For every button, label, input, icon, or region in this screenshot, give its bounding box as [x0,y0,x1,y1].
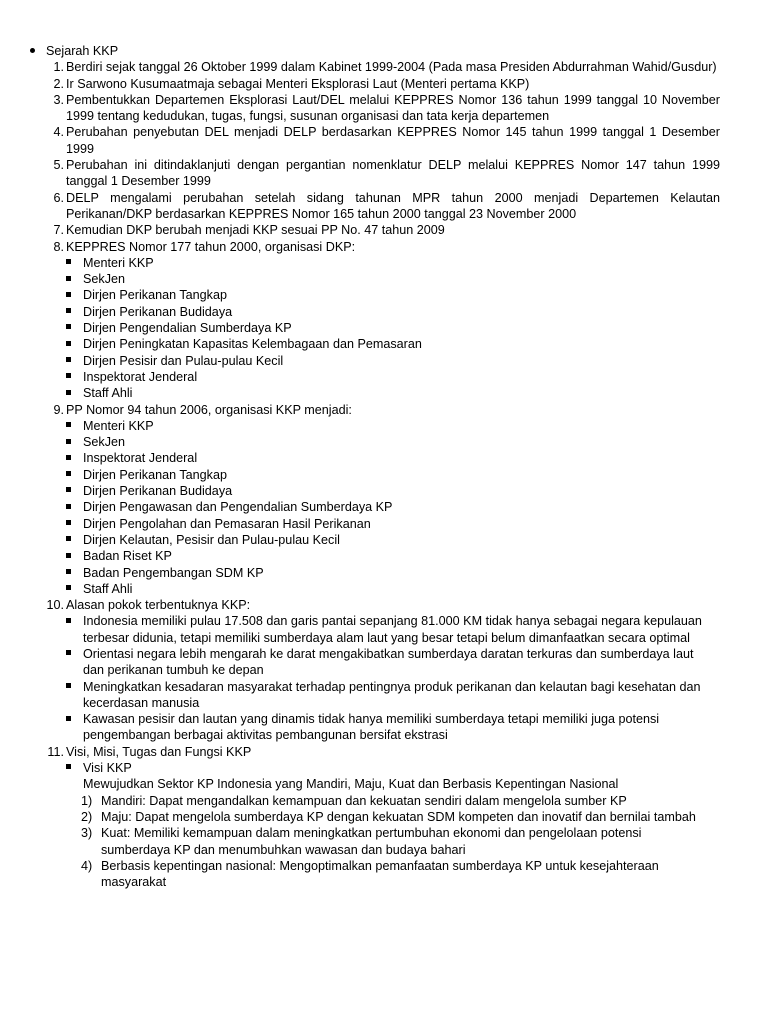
item-number: 7. [53,223,64,238]
sub-list-text: SekJen [83,435,126,450]
sub-list-text: Badan Pengembangan SDM KP [83,565,264,580]
list-item [0,92,720,125]
visi-point [0,825,720,858]
sub-list-text: Dirjen Pengawasan dan Pengendalian Sumberdaya KP [83,500,393,515]
sub-list-text: Inspektorat Jenderal [83,369,198,384]
list-item [0,157,720,190]
sub-list-text: Dirjen Pesisir dan Pulau-pulau Kecil [83,353,284,368]
square-bullet-icon [66,760,71,776]
sub-list-text: Dirjen Peningkatan Kapasitas Kelembagaan dan Pemasaran [83,337,422,352]
visi-point-line: Mandiri: Dapat mengandalkan kemampuan dan kekuatan sendiri dalam mengelola sumber KP [101,793,627,808]
item-number: 5. [53,158,64,173]
square-bullet-shape [66,276,71,281]
sub-list-text: Staff Ahli [83,581,133,596]
sub-list-text: Badan Riset KP [83,549,172,564]
square-bullet-shape [66,650,71,655]
visi-point [0,793,720,809]
sub-list-item [0,581,720,597]
square-bullet-shape [66,471,71,476]
square-bullet-icon [66,548,71,564]
square-bullet-icon [66,369,71,385]
sub-list-text: Menteri KKP [83,418,154,433]
bullet-dot-icon [30,43,35,59]
sub-list-text: Menteri KKP [83,255,154,270]
square-bullet-icon [66,418,71,434]
sub-list-text: Dirjen Perikanan Tangkap [83,467,227,482]
sub-list-line: Meningkatkan kesadaran masyarakat terhadap pentingnya produk perikanan dan kelautan bagi kesehatan dan [83,679,701,694]
sub-list-text: Dirjen Perikanan Tangkap [83,288,227,303]
item-text: Alasan pokok terbentuknya KKP: [66,598,251,613]
item-number: 4. [53,125,64,140]
square-bullet-icon [66,336,71,352]
square-bullet-shape [66,308,71,313]
item-text: Kemudian DKP berubah menjadi KKP sesuai PP No. 47 tahun 2009 [66,223,445,238]
square-bullet-icon [66,271,71,287]
square-bullet-shape [66,683,71,688]
square-bullet-icon [66,646,71,662]
item-text: Berdiri sejak tanggal 26 Oktober 1999 dalam Kabinet 1999-2004 (Pada masa Presiden Abdurrahman Wahid/Gusdur) [66,60,717,75]
sub-list-item [0,679,720,712]
visi-statement: Mewujudkan Sektor KP Indonesia yang Mandiri, Maju, Kuat dan Berbasis Kepentingan Nasional [83,777,619,792]
sub-list-item [0,483,720,499]
square-bullet-shape [66,585,71,590]
square-bullet-icon [66,499,71,515]
square-bullet-shape [66,341,71,346]
visi-point-line: masyarakat [101,875,167,890]
square-bullet-shape [66,324,71,329]
square-bullet-shape [66,422,71,427]
visi-points-list [0,793,720,891]
sub-list-text: Dirjen Perikanan Budidaya [83,304,233,319]
item-number: 9. [53,402,64,417]
sub-list-item [0,467,720,483]
list-item [0,222,720,238]
square-bullet-icon [66,255,71,271]
square-bullet-icon [66,679,71,695]
item-number: 3. [53,92,64,107]
sub-list-text: SekJen [83,272,126,287]
square-bullet-icon [66,516,71,532]
sub-list-item [0,450,720,466]
item-text: Ir Sarwono Kusumaatmaja sebagai Menteri Eksplorasi Laut (Menteri pertama KKP) [66,76,530,91]
sub-list-item [0,499,720,515]
sub-list-item [0,532,720,548]
sub-list-item [0,304,720,320]
visi-point-line: Kuat: Memiliki kemampuan dalam meningkatkan pertumbuhan ekonomi dan pengelolaan potensi [101,826,642,841]
sub-list-line: Orientasi negara lebih mengarah ke darat mengakibatkan sumberdaya daratan terkuras dan sumberdaya laut [83,646,694,661]
visi-point [0,858,720,891]
square-bullet-icon [66,483,71,499]
square-bullet-icon [66,287,71,303]
sub-list-item [0,385,720,401]
org-2000-list [0,255,720,402]
sub-list-item [0,646,720,679]
visi-point-number: 3) [81,826,93,841]
square-bullet-icon [66,385,71,401]
sub-list-item [0,336,720,352]
square-bullet-icon [66,565,71,581]
square-bullet-shape [66,439,71,444]
visi-point-line: Maju: Dapat mengelola sumberdaya KP dengan kekuatan SDM kompeten dan inovatif dan bernilai tambah [101,809,696,824]
sub-list-line: pengembangan berbagai aktivitas pembangunan bersifat ekstrasi [83,728,448,743]
sub-list-text: Dirjen Perikanan Budidaya [83,484,233,499]
sub-list-text: Dirjen Pengolahan dan Pemasaran Hasil Perikanan [83,516,371,531]
list-item [0,239,720,255]
square-bullet-shape [66,504,71,509]
square-bullet-shape [66,390,71,395]
item-number: 2. [53,76,64,91]
square-bullet-shape [66,553,71,558]
square-bullet-shape [66,292,71,297]
sub-list-text: Dirjen Kelautan, Pesisir dan Pulau-pulau Kecil [83,532,340,547]
sub-list-line: Kawasan pesisir dan lautan yang dinamis tidak hanya memiliki sumberdaya tetapi memiliki juga potensi [83,712,660,727]
visi-point-number: 4) [81,858,93,873]
square-bullet-icon [66,581,71,597]
square-bullet-icon [66,467,71,483]
square-bullet-shape [66,569,71,574]
visi-point-line: Berbasis kepentingan nasional: Mengoptimalkan pemanfaatan sumberdaya KP untuk kesejahteraan [101,858,659,873]
reasons-list [0,613,720,743]
sub-list-text: Dirjen Pengendalian Sumberdaya KP [83,321,292,336]
sub-list-item [0,353,720,369]
list-item [0,597,720,613]
item-number: 1. [53,60,64,75]
item-number: 10. [46,598,64,613]
top-bullet-text: Sejarah KKP [46,44,119,58]
visi-point-line: sumberdaya KP dan menumbuhkan wawasan dan budaya bahari [101,842,466,857]
top-bullet [0,43,720,59]
item-text: Pembentukkan Departemen Eksplorasi Laut/DEL melalui KEPPRES Nomor 136 tahun 1999 tanggal 10 November 1999 tentang kedudukan, tugas, fungsi, susunan organisasi dan tata kerja departemen [66,92,720,124]
sub-list-item [0,711,720,744]
sub-list-text: Inspektorat Jenderal [83,451,198,466]
sub-list-line: terbesar didunia, tetapi memiliki sumberdaya alam laut yang besar tetapi belum dimanfaatkan secara optimal [83,630,690,645]
sub-list-item [0,434,720,450]
sub-list-line: Indonesia memiliki pulau 17.508 dan garis pantai sepanjang 81.000 KM tidak hanya sebagai negara kepulauan [83,614,702,629]
org-2006-list [0,418,720,597]
visi-label [0,760,720,776]
item-text: PP Nomor 94 tahun 2006, organisasi KKP menjadi: [66,402,352,417]
item-text: KEPPRES Nomor 177 tahun 2000, organisasi DKP: [66,239,356,254]
sub-list-item [0,369,720,385]
sub-list-item [0,320,720,336]
list-item [0,402,720,418]
square-bullet-icon [66,711,71,727]
list-item [0,124,720,157]
item-number: 11. [47,744,64,759]
sub-list-line: kecerdasan manusia [83,695,200,710]
item-text: Visi, Misi, Tugas dan Fungsi KKP [66,744,252,759]
square-bullet-icon [66,434,71,450]
square-bullet-icon [66,353,71,369]
square-bullet-icon [66,613,71,629]
visi-point-number: 2) [81,809,93,824]
sub-list-item [0,271,720,287]
square-bullet-shape [66,259,71,264]
square-bullet-shape [66,455,71,460]
list-item [0,744,720,760]
square-bullet-icon [66,532,71,548]
sub-list-item [0,548,720,564]
list-item [0,190,720,223]
sub-list-item [0,287,720,303]
visi-point [0,809,720,825]
square-bullet-shape [66,618,71,623]
sub-list-item [0,613,720,646]
list-item [0,59,720,75]
square-bullet-icon [66,450,71,466]
list-item [0,76,720,92]
item-number: 6. [53,190,64,205]
square-bullet-shape [66,520,71,525]
sub-list-item [0,516,720,532]
square-bullet-icon [66,304,71,320]
square-bullet-shape [66,357,71,362]
item-number: 8. [53,239,64,254]
sub-list-item [0,418,720,434]
item-text: Perubahan ini ditindaklanjuti dengan pergantian nomenklatur DELP melalui KEPPRES Nomor 147 tahun 1999 tanggal 1 Desember 1999 [66,158,720,189]
item-text: Perubahan penyebutan DEL menjadi DELP berdasarkan KEPPRES Nomor 145 tahun 1999 tanggal 1 Desember 1999 [66,125,720,156]
sub-list-item [0,255,720,271]
sub-list-text: Staff Ahli [83,386,133,401]
square-bullet-shape [66,373,71,378]
sub-list-item [0,565,720,581]
visi-label-text: Visi KKP [83,761,132,776]
square-bullet-shape [66,536,71,541]
square-bullet-shape [66,487,71,492]
square-bullet-icon [66,320,71,336]
visi-point-number: 1) [81,793,93,808]
sub-list-line: dan perikanan tumbuh ke depan [83,663,264,678]
square-bullet-shape [66,716,71,721]
item-text: DELP mengalami perubahan setelah sidang tahunan MPR tahun 2000 menjadi Departemen Kelautan Perikanan/DKP berdasarkan KEPPRES Nomor 165 tahun 2000 tanggal 23 November 2000 [66,190,720,221]
